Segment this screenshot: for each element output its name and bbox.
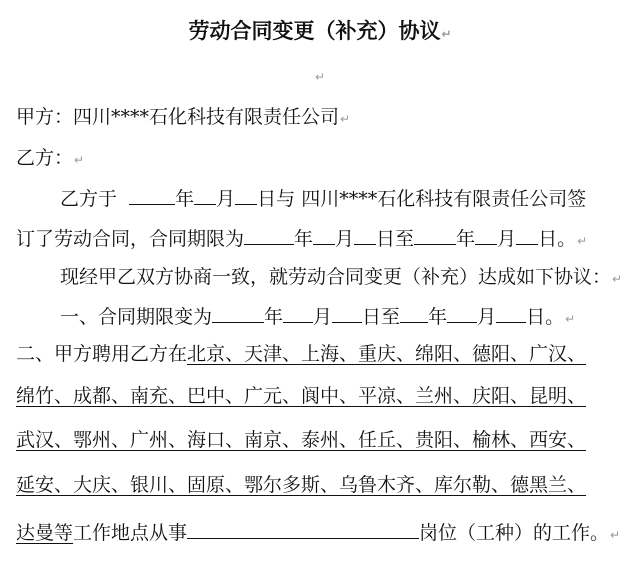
paragraph-5-line-3 <box>16 429 586 451</box>
year-label: 年 <box>428 306 448 328</box>
paragraph-mark-icon: ↵ <box>577 234 588 248</box>
paragraph-mark-icon: ↵ <box>610 528 621 542</box>
day-label: 日。 <box>526 306 565 328</box>
party-a-label: 甲方： <box>16 106 74 128</box>
paragraph-mark-icon: ↵ <box>340 112 351 126</box>
blank-month <box>313 226 335 245</box>
empty-paragraph <box>314 64 325 88</box>
blank-year <box>212 304 264 323</box>
paragraph-4 <box>60 304 575 330</box>
p5-tail-text: 岗位（工种）的工作。 <box>419 522 610 544</box>
party-b-line <box>16 147 84 171</box>
blank-month <box>194 186 216 205</box>
paragraph-mark-icon: ↵ <box>565 312 576 326</box>
year-label: 年 <box>264 306 284 328</box>
blank-month <box>283 304 313 323</box>
blank-year <box>414 226 456 245</box>
blank-position <box>187 520 419 539</box>
month-label: 月 <box>497 228 517 250</box>
paragraph-mark-icon: ↵ <box>315 70 326 84</box>
company-name: 四川****石化科技有限责任公司签 <box>301 188 587 210</box>
paragraph-mark-icon: ↵ <box>612 272 623 286</box>
year-label: 年 <box>294 228 314 250</box>
year-label: 年 <box>456 228 476 250</box>
blank-month <box>475 226 497 245</box>
blank-day <box>496 304 526 323</box>
paragraph-1 <box>60 186 586 210</box>
paragraph-5-line-4 <box>16 474 586 496</box>
party-a-line <box>16 106 350 130</box>
day-label: 日。 <box>538 228 577 250</box>
day-label: 日至 <box>362 306 401 328</box>
city-list: 北京、天津、上海、重庆、绵阳、德阳、广汉、 <box>187 343 587 365</box>
city-list: 延安、大庆、银川、固原、鄂尔多斯、乌鲁木齐、库尔勒、德黑兰、 <box>16 474 587 496</box>
p1-text: 乙方于 <box>60 188 118 210</box>
paragraph-5-line-5 <box>16 520 620 546</box>
blank-month <box>447 304 477 323</box>
paragraph-5-line-1 <box>16 343 586 365</box>
blank-year <box>400 304 428 323</box>
blank-year <box>244 226 294 245</box>
paragraph-mark-icon: ↵ <box>441 27 452 41</box>
day-label: 日与 <box>257 188 296 210</box>
p4-text: 一、合同期限变为 <box>60 306 213 328</box>
year-label: 年 <box>175 188 195 210</box>
month-label: 月 <box>216 188 236 210</box>
paragraph-5-line-2 <box>16 385 586 407</box>
city-list: 达曼等 <box>16 522 74 544</box>
month-label: 月 <box>313 306 333 328</box>
paragraph-2 <box>16 226 587 252</box>
month-label: 月 <box>477 306 497 328</box>
paragraph-mark-icon: ↵ <box>74 153 85 167</box>
blank-day <box>516 226 538 245</box>
p2-text: 订了劳动合同，合同期限为 <box>16 228 245 250</box>
month-label: 月 <box>335 228 355 250</box>
paragraph-3 <box>60 266 622 290</box>
day-label: 日至 <box>376 228 415 250</box>
city-list: 绵竹、成都、南充、巴中、广元、阆中、平凉、兰州、庆阳、昆明、 <box>16 385 587 407</box>
title-text: 劳动合同变更（补充）协议 <box>188 19 441 43</box>
city-list: 武汉、鄂州、广州、海口、南京、泰州、任丘、贵阳、榆林、西安、 <box>16 429 587 451</box>
blank-day <box>332 304 362 323</box>
p3-text: 现经甲乙双方协商一致，就劳动合同变更（补充）达成如下协议： <box>60 266 612 288</box>
blank-year <box>129 186 175 205</box>
blank-day <box>235 186 257 205</box>
party-b-label: 乙方： <box>16 147 74 169</box>
blank-day <box>354 226 376 245</box>
p5-mid-text: 工作地点从事 <box>73 522 188 544</box>
p5-text: 二、甲方聘用乙方在 <box>16 343 188 365</box>
party-a-name: 四川****石化科技有限责任公司 <box>73 106 340 128</box>
document-title <box>0 18 640 47</box>
